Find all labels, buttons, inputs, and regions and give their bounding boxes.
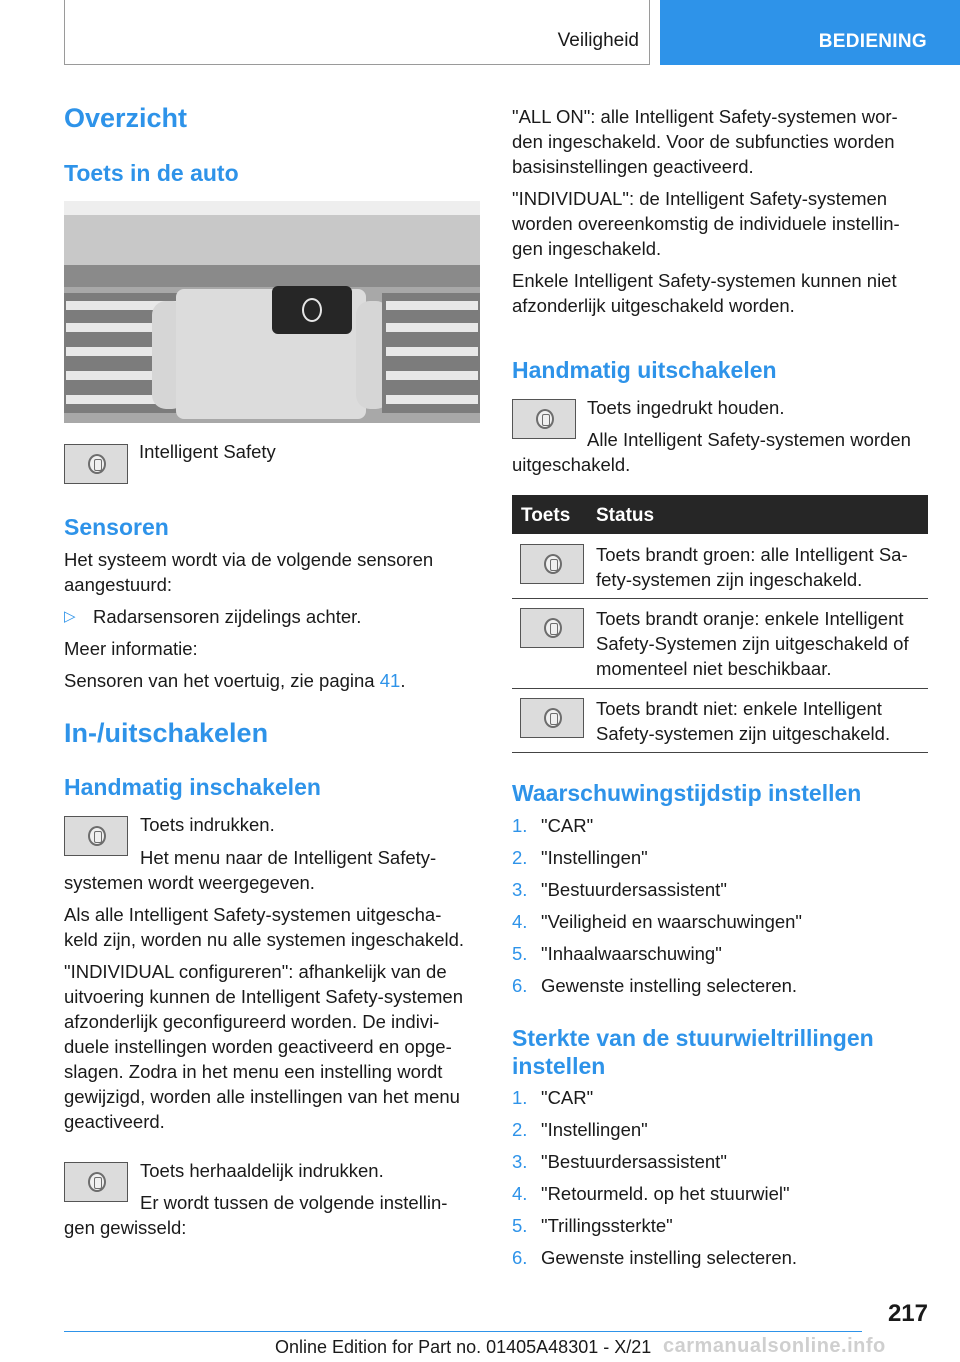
step-number: 5. xyxy=(512,1215,528,1236)
step-number: 3. xyxy=(512,879,528,900)
row2-line3: momenteel niet beschikbaar. xyxy=(596,658,832,679)
sensors-text-line1: Het systeem wordt via de volgende sensoren xyxy=(64,549,434,570)
reference-dot: . xyxy=(400,670,406,691)
step-text: "Instellingen" xyxy=(541,847,648,868)
individual-config-line4: duele instellingen worden geactiveerd en opge- xyxy=(64,1036,452,1057)
individual-config-line7: geactiveerd. xyxy=(64,1111,165,1132)
sensor-reference xyxy=(64,668,405,693)
individual-config-line2: uitvoering kunnen de Intelligent Safety-systemen xyxy=(64,986,464,1007)
table-col-toets: Toets xyxy=(521,505,571,526)
dashboard-photo xyxy=(64,201,480,423)
row1-line1: Toets brandt groen: alle Intelligent Sa- xyxy=(596,544,908,565)
footer-divider xyxy=(64,1331,862,1332)
subsection-title-stuurwieltrillingen-1: Sterkte van de stuurwieltrillingen xyxy=(512,1025,874,1051)
manual-on-line1: Toets indrukken. xyxy=(140,814,275,835)
individual-config-line1: "INDIVIDUAL configureren": afhankelijk van de xyxy=(64,961,447,982)
row3-line1: Toets brandt niet: enkele Intelligent xyxy=(596,698,882,719)
key-icon-green xyxy=(520,544,584,584)
individual-config-line6: gewijzigd, worden alle instellingen van het menu xyxy=(64,1086,460,1107)
header-section: Veiligheid xyxy=(557,30,639,51)
step-text: Gewenste instelling selecteren. xyxy=(541,975,798,996)
repeat-line2: Er wordt tussen de volgende instellin- xyxy=(140,1192,448,1213)
table-row-divider xyxy=(512,752,928,753)
all-on-line1: "ALL ON": alle Intelligent Safety-systemen wor- xyxy=(512,106,898,127)
subsection-title-toets: Toets in de auto xyxy=(64,160,239,186)
sensors-text-line2: aangestuurd: xyxy=(64,574,173,595)
step-text: Gewenste instelling selecteren. xyxy=(541,1247,798,1268)
all-on-line2: den ingeschakeld. Voor de subfuncties worden xyxy=(512,131,895,152)
step-number: 1. xyxy=(512,815,528,836)
some-systems-line1: Enkele Intelligent Safety-systemen kunnen niet xyxy=(512,270,897,291)
step-text: "CAR" xyxy=(541,1087,594,1108)
repeat-line1: Toets herhaaldelijk indrukken. xyxy=(140,1160,384,1181)
table-row-divider xyxy=(512,688,928,689)
header-chapter: BEDIENING xyxy=(818,31,927,52)
step-text: "Bestuurdersassistent" xyxy=(541,1151,727,1172)
step-text: "Trillingssterkte" xyxy=(541,1215,673,1236)
step-text: "Veiligheid en waarschuwingen" xyxy=(541,911,802,932)
manual-on-line3: systemen wordt weergegeven. xyxy=(64,872,315,893)
repeat-line3: gen gewisseld: xyxy=(64,1217,187,1238)
individual-config-line5: slagen. Zodra in het menu een instelling wordt xyxy=(64,1061,443,1082)
step-number: 1. xyxy=(512,1087,528,1108)
safety-key-icon xyxy=(302,298,322,322)
step-number: 6. xyxy=(512,1247,528,1268)
row2-line2: Safety-Systemen zijn uitgeschakeld of xyxy=(596,633,909,654)
section-title-overzicht: Overzicht xyxy=(64,103,188,133)
all-on-line3: basisinstellingen geactiveerd. xyxy=(512,156,754,177)
step-number: 2. xyxy=(512,847,528,868)
individual-line3: gen ingeschakeld. xyxy=(512,238,662,259)
manual-off-line2: Alle Intelligent Safety-systemen worden xyxy=(587,429,911,450)
step-number: 3. xyxy=(512,1151,528,1172)
key-icon-orange xyxy=(520,608,584,648)
step-number: 4. xyxy=(512,911,528,932)
step-text: "Retourmeld. op het stuurwiel" xyxy=(541,1183,790,1204)
header-chapter-tab[interactable] xyxy=(660,0,960,65)
header-frame xyxy=(64,0,650,65)
subsection-title-sensoren: Sensoren xyxy=(64,514,169,540)
page-link-41[interactable]: 41 xyxy=(379,670,401,691)
step-number: 5. xyxy=(512,943,528,964)
reference-text: Sensoren van het voertuig, zie pagina xyxy=(64,670,375,691)
step-text: "Bestuurdersassistent" xyxy=(541,879,727,900)
manual-on-line2: Het menu naar de Intelligent Safety- xyxy=(140,847,437,868)
key-caption: Intelligent Safety xyxy=(139,441,276,462)
some-systems-line2: afzonderlijk uitgeschakeld worden. xyxy=(512,295,795,316)
safety-key-icon-off xyxy=(512,399,576,439)
table-col-status: Status xyxy=(596,505,655,526)
key-icon-off xyxy=(520,698,584,738)
watermark: carmanualsonline.info xyxy=(663,1335,886,1357)
step-text: "CAR" xyxy=(541,815,594,836)
section-title-inuitschakelen: In-/uitschakelen xyxy=(64,718,269,748)
all-off-line1: Als alle Intelligent Safety-systemen uitgescha- xyxy=(64,904,442,925)
subsection-title-stuurwieltrillingen-2: instellen xyxy=(512,1053,606,1079)
intelligent-safety-key-icon xyxy=(64,444,128,484)
all-off-line2: keld zijn, worden nu alle systemen ingeschakeld. xyxy=(64,929,465,950)
individual-line2: worden overeenkomstig de individuele instellin- xyxy=(512,213,900,234)
step-number: 2. xyxy=(512,1119,528,1140)
footer-edition: Online Edition for Part no. 01405A48301 - X/21 xyxy=(275,1337,652,1357)
subsection-title-handmatig-inschakelen: Handmatig inschakelen xyxy=(64,774,321,800)
manual-off-line3: uitgeschakeld. xyxy=(512,454,631,475)
status-table-header xyxy=(512,495,928,534)
more-info-label: Meer informatie: xyxy=(64,638,198,659)
table-row-divider xyxy=(512,598,928,599)
individual-line1: "INDIVIDUAL": de Intelligent Safety-systemen xyxy=(512,188,888,209)
row3-line2: Safety-systemen zijn uitgeschakeld. xyxy=(596,723,891,744)
safety-key-icon-on xyxy=(64,816,128,856)
manual-off-line1: Toets ingedrukt houden. xyxy=(587,397,785,418)
step-text: "Inhaalwaarschuwing" xyxy=(541,943,722,964)
safety-key-icon-repeat xyxy=(64,1162,128,1202)
bullet-radar: Radarsensoren zijdelings achter. xyxy=(93,606,362,627)
subsection-title-waarschuwingstijdstip: Waarschuwingstijdstip instellen xyxy=(512,780,862,806)
individual-config-line3: afzonderlijk geconfigureerd worden. De indivi- xyxy=(64,1011,440,1032)
page-number: 217 xyxy=(887,1300,928,1327)
bullet-marker: ▷ xyxy=(64,608,76,625)
step-number: 4. xyxy=(512,1183,528,1204)
row1-line2: fety-systemen zijn ingeschakeld. xyxy=(596,569,863,590)
subsection-title-handmatig-uitschakelen: Handmatig uitschakelen xyxy=(512,357,777,383)
step-text: "Instellingen" xyxy=(541,1119,648,1140)
row2-line1: Toets brandt oranje: enkele Intelligent xyxy=(596,608,904,629)
step-number: 6. xyxy=(512,975,528,996)
